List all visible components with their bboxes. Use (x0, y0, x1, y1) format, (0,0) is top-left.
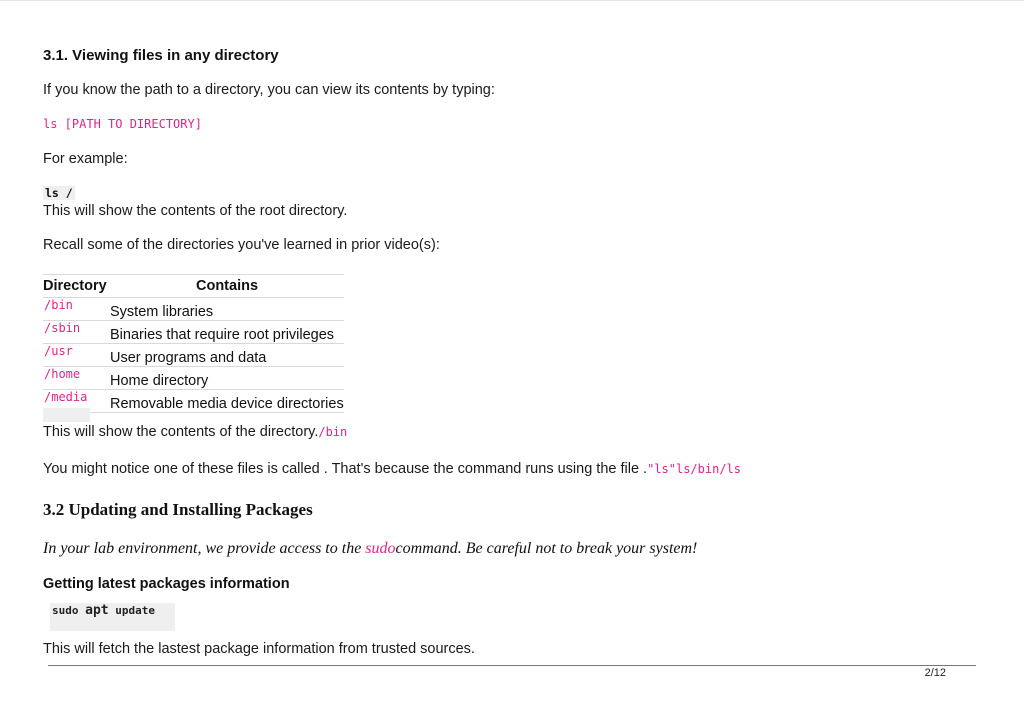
apt-update-command (52, 603, 155, 618)
warning-text-after: command. Be careful not to break your system! (395, 540, 698, 557)
intro-paragraph: If you know the path to a directory, you can view its contents by typing: (43, 82, 495, 98)
contains-cell: System libraries (110, 298, 344, 321)
cmd-sudo: sudo (52, 604, 79, 617)
cmd-apt: apt (85, 603, 109, 618)
table-row (43, 321, 344, 344)
sudo-highlight: sudo (365, 540, 396, 557)
root-description: This will show the contents of the root directory. (43, 203, 348, 219)
notice-text: You might notice one of these files is called . That's because the command runs using the file . (43, 461, 648, 477)
table-row (43, 367, 344, 390)
directory-cell: /sbin (43, 321, 110, 344)
footer-divider (48, 665, 976, 666)
root-command-code: ls / (45, 186, 73, 200)
bin-description-text: This will show the contents of the directory. (43, 424, 319, 440)
table-row (43, 298, 344, 321)
notice-inline-code: "ls"ls/bin/ls (647, 462, 741, 476)
subheading-latest-packages: Getting latest packages information (43, 576, 290, 592)
warning-paragraph (43, 540, 697, 558)
warning-text-before: In your lab environment, we provide access to the (43, 540, 366, 557)
contains-cell: User programs and data (110, 344, 344, 367)
section-heading-packages: 3.2 Updating and Installing Packages (43, 500, 313, 519)
top-border (0, 0, 1024, 1)
for-example-text: For example: (43, 151, 128, 167)
notice-paragraph (43, 461, 741, 477)
empty-code-block (43, 408, 90, 422)
directory-cell: /media (43, 390, 110, 413)
recall-paragraph: Recall some of the directories you've learned in prior video(s): (43, 237, 440, 253)
fetch-description: This will fetch the lastest package information from trusted sources. (43, 641, 475, 657)
cmd-update: update (115, 604, 155, 617)
bin-inline-code: /bin (318, 425, 348, 439)
directory-cell: /home (43, 367, 110, 390)
directory-cell: /bin (43, 298, 110, 321)
header-directory: Directory (43, 275, 110, 298)
bin-description (43, 424, 347, 440)
table-row (43, 344, 344, 367)
section-heading-viewing-files: 3.1. Viewing files in any directory (43, 47, 279, 64)
path-command-code: ls [PATH TO DIRECTORY] (43, 117, 202, 131)
contains-cell: Home directory (110, 367, 344, 390)
page-number: 2/12 (924, 667, 946, 679)
contains-cell: Removable media device directories (110, 390, 344, 413)
table-header-row (43, 275, 344, 298)
header-contains: Contains (110, 275, 344, 298)
directory-cell: /usr (43, 344, 110, 367)
contains-cell: Binaries that require root privileges (110, 321, 344, 344)
apt-update-code-block (50, 603, 175, 631)
directory-table (43, 274, 344, 413)
